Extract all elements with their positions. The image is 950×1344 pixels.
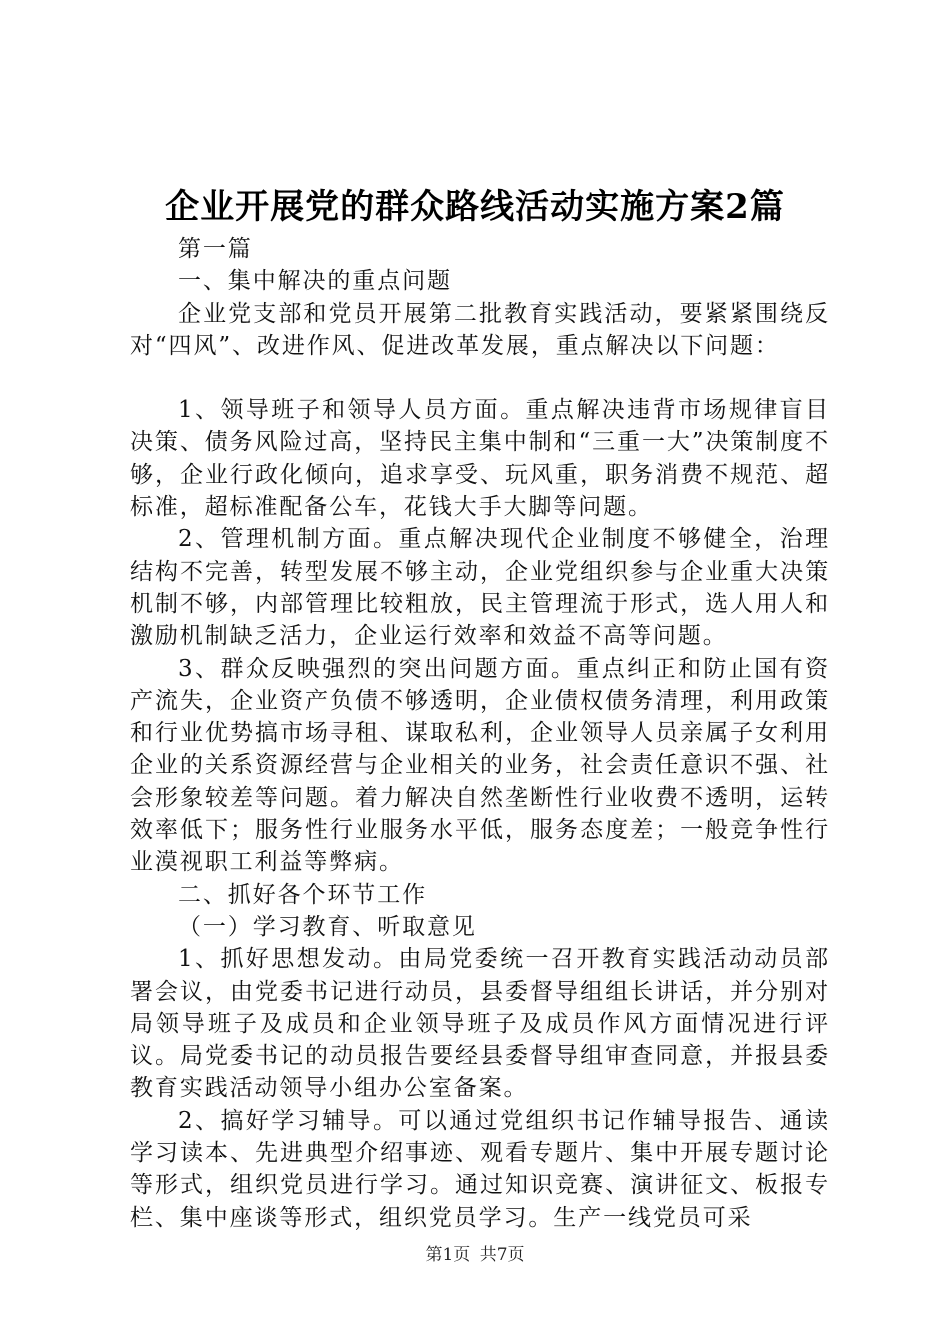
section-heading-key-issues: 一、集中解决的重点问题 [178,268,452,295]
document-body [130,233,830,1234]
document-title: 企业开展党的群众路线活动实施方案2篇 [165,187,785,227]
paragraph: 3、群众反映强烈的突出问题方面。重点纠正和防止国有资产流失，企业资产负债不够透明，企业债权债务清理，利用政策和行业优势搞市场寻租、谋取私利，企业领导人员亲属子女利用企业的关系资源经营与企业相关的业务，社会责任意识不强、社会形象较差等问题。着力解决自然垄断性行业收费不透明，运转效率低下；服务性行业服务水平低，服务态度差；一般竞争性行业漠视职工利益等弊病。 [130,655,830,876]
paragraph: 1、领导班子和领导人员方面。重点解决违背市场规律盲目决策、债务风险过高，坚持民主集中制和“三重一大”决策制度不够，企业行政化倾向，追求享受、玩风重，职务消费不规范、超标准，超标准配备公车，花钱大手大脚等问题。 [130,397,830,521]
blank-line [130,362,830,394]
paragraph: 2、管理机制方面。重点解决现代企业制度不够健全，治理结构不完善，转型发展不够主动，企业党组织参与企业重大决策机制不够，内部管理比较粗放，民主管理流于形式，选人用人和激励机制缺乏活力，企业运行效率和效益不高等问题。 [130,526,830,650]
paragraph: 2、搞好学习辅导。可以通过党组织书记作辅导报告、通读学习读本、先进典型介绍事迹、观看专题片、集中开展专题讨论等形式，组织党员进行学习。通过知识竞赛、演讲征文、板报专栏、集中座谈等形式，组织党员学习。生产一线党员可采 [130,1107,830,1231]
page-footer [0,1243,950,1267]
paragraph: 企业党支部和党员开展第二批教育实践活动，要紧紧围绕反对“四风”、改进作风、促进改革发展，重点解决以下问题： [130,300,830,359]
section-heading-part-one: 第一篇 [178,236,253,262]
page-number: 第1页 [425,1245,471,1265]
subsection-heading: （一）学习教育、听取意见 [178,913,477,940]
page-total: 共7页 [479,1245,525,1265]
paragraph: 1、抓好思想发动。由局党委统一召开教育实践活动动员部署会议，由党委书记进行动员，县委督导组组长讲话，并分别对局领导班子及成员和企业领导班子及成员作风方面情况进行评议。局党委书记的动员报告要经县委督导组审查同意，并报县委教育实践活动领导小组办公室备案。 [130,946,830,1102]
section-heading-work-steps: 二、抓好各个环节工作 [178,881,427,908]
